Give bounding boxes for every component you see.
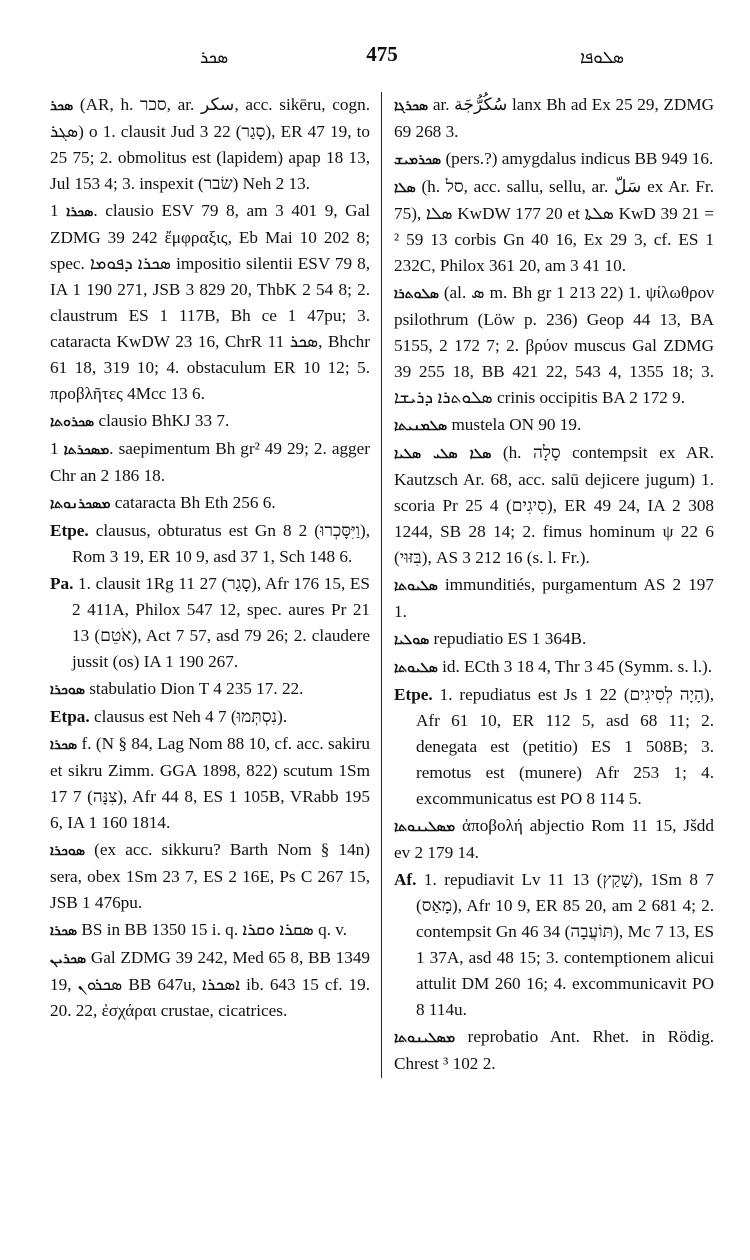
entry-headword: ܣܠܝܘܬܐ bbox=[394, 660, 438, 676]
entry-headword: ܣܟܪ bbox=[50, 98, 74, 114]
entry-text: (ex acc. sikkuru? Barth Nom § 14n) sera, obex 1Sm 23 7, ES 2 16E, Ps C 267 15, JSB 1 476pu. bbox=[50, 840, 370, 912]
entry-headword: ܣܠܘܬܪܐ bbox=[394, 286, 439, 302]
dictionary-entry bbox=[394, 440, 714, 571]
entry-headword: ܣܟܪܡܝܫ bbox=[394, 152, 442, 168]
dictionary-entry bbox=[50, 704, 370, 730]
entry-headword: ܡܣܠܝܢܘܬܐ bbox=[394, 819, 456, 835]
dictionary-entry bbox=[394, 626, 714, 653]
entry-text: 1. clausit 1Rg 11 27 (סָגַר), Afr 176 15, ES 2 411A, Philox 547 12, spec. aures Pr 21 13 (אֹטֵם), Act 7 57, asd 79 26; 2. claudere jussit (os) IA 1 190 267. bbox=[72, 574, 370, 671]
entry-text: stabulatio Dion T 4 235 17. 22. bbox=[89, 679, 304, 698]
entry-text: 1. clausio ESV 79 8, am 3 401 9, Gal ZDMG 39 242 ἔμφραξις, Eb Mai 10 202 8; spec. ܣܟܪܐ ܕܦܘܡܐ impositio silentii ESV 79 8, IA 1 190 271, JSB 3 829 20, ThbK 2 54 8; 2. claustrum ES 1 117B, Bh ce 1 47pu; 3. cataracta KwDW 23 16, ChrR ܣܟܪ 11, Bhchr 61 18, 319 10; 4. obstaculum ER 10 12; 5. προβλῆτες 4Mcc 13 6. bbox=[50, 201, 370, 403]
right-column bbox=[381, 92, 714, 1078]
entry-text: (AR, h. סכר, ar. سكر, acc. sikēru, cogn. ܣܓܪ) o 1. clausit Jud 3 22 (סָגַר), ER 47 19, to 25 75; 2. obmolitus est (lapidem) apap 18 13, Jul 153 4; 3. inspexit (שׂבר) Neh 2 13. bbox=[50, 95, 370, 193]
entry-text: clausio BhKJ 33 7. bbox=[98, 411, 230, 430]
dictionary-entry bbox=[50, 676, 370, 703]
entry-text: Gal ZDMG 39 242, Med 65 8, BB 1349 19, ܣܟܪܘܢ BB 647u, ܐܣܟܪܐ ib. 643 15 cf. 19. 20. 22, ἐσχάραι crustae, cicatrices. bbox=[50, 948, 371, 1020]
entry-headword: ܣܟܪܝܢ bbox=[50, 951, 87, 967]
dictionary-entry bbox=[394, 1024, 714, 1077]
running-head-left: ܣܟܪ bbox=[200, 48, 229, 68]
entry-text: 1. repudiavit Lv 11 13 (שָׁקַץ), 1Sm 8 7 (מָאַס), Afr 10 9, ER 85 20, am 2 681 4; 2. contempsit Gn 46 34 (תּוֹעֲבָה), Mc 7 13, ES 1 37A, asd 48 15; 3. contemptionem alicui attulit DM 260 16; 4. excommunicavit PO 8 114u. bbox=[416, 870, 714, 1019]
entry-headword: ܣܘܠܝܐ bbox=[394, 632, 430, 648]
entry-text: mustela ON 90 19. bbox=[451, 415, 582, 434]
dictionary-entry bbox=[50, 436, 370, 489]
entry-headword: ܣܟܪܐ bbox=[50, 737, 78, 753]
entry-text: (pers.?) amygdalus indicus BB 949 16. bbox=[445, 149, 714, 168]
entry-text: (h. סָלָה contempsit ex AR. Kautzsch Ar. 68, acc. salū dejicere jugum) 1. scoria Pr 25 4 (סִיגִים), ER 49 24, IA 2 308 1244, SB 28 14; 2. fimus hominum ψ 22 6 (בִּזּוּי), AS 3 212 16 (s. l. Fr.). bbox=[394, 443, 715, 567]
page-header bbox=[50, 40, 714, 74]
two-column-body bbox=[50, 92, 714, 1078]
dictionary-entry bbox=[394, 682, 714, 812]
entry-headword: ܣܟܪܘܬܐ bbox=[50, 414, 95, 430]
dictionary-entry bbox=[50, 408, 370, 435]
dictionary-entry bbox=[50, 490, 370, 517]
entry-headword: ܣܟܪܐ bbox=[66, 204, 94, 220]
entry-headword: ܣܠܝܘܬܐ bbox=[394, 578, 438, 594]
dictionary-entry bbox=[394, 654, 714, 681]
entry-headword: ܣܠܡܢܝܬܐ bbox=[394, 418, 448, 434]
entry-headword: ܣܟܪܐ bbox=[50, 923, 78, 939]
entry-text: (al. ܣ m. Bh gr 1 213 22) 1. ψίλωθρον psilothrum (Löw p. 236) Geop 44 13, BA 5155, 2 172 7; 2. βρύον muscus Gal ZDMG 39 255 18, BB 421 22, 543 4, 1355 18; 3. ܣܠܘܬܪܐ ܕܪܝܫܐ crinis occipitis BA 2 172 9. bbox=[394, 283, 714, 407]
entry-headword: ܡܣܟܪܬܐ bbox=[63, 442, 110, 458]
dictionary-entry bbox=[394, 280, 714, 411]
dictionary-entry bbox=[394, 92, 714, 145]
verb-stem-label: Etpa. bbox=[50, 707, 90, 726]
entry-text: immunditiés, purgamentum AS 2 197 1. bbox=[394, 575, 714, 621]
dictionary-entry bbox=[50, 571, 370, 675]
entry-headword: ܡܣܟܪܢܘܬܐ bbox=[50, 496, 111, 512]
verb-stem-label: Etpe. bbox=[394, 685, 433, 704]
dictionary-entry bbox=[50, 731, 370, 836]
dictionary-entry bbox=[394, 412, 714, 439]
running-head-right: ܣܠܘܦܐ bbox=[580, 48, 624, 68]
dictionary-entry bbox=[394, 146, 714, 173]
entry-headword: ܣܟܪܓܐ bbox=[394, 98, 429, 114]
entry-text: BS in BB 1350 15 i. q. ܣܩܪܐ ܘܩܪܐ q. v. bbox=[81, 920, 348, 939]
entry-headword: ܣܘܟܪܐ bbox=[50, 843, 85, 859]
dictionary-entry bbox=[50, 92, 370, 197]
entry-text: 1. saepimentum Bh gr² 49 29; 2. agger Chr an 2 186 18. bbox=[50, 439, 371, 485]
verb-stem-label: Etpe. bbox=[50, 521, 89, 540]
dictionary-entry bbox=[50, 518, 370, 570]
entry-text: reprobatio Ant. Rhet. in Rödig. Chrest ³ 102 2. bbox=[394, 1027, 714, 1073]
entry-text: id. ECth 3 18 4, Thr 3 45 (Symm. s. l.). bbox=[442, 657, 713, 676]
entry-headword: ܣܠܐ bbox=[394, 180, 416, 196]
entry-text: clausus, obturatus est Gn 8 2 (וַיִּסָּכְרוּ), Rom 3 19, ER 10 9, asd 37 1, Sch 148 6. bbox=[72, 521, 371, 566]
entry-text: cataracta Bh Eth 256 6. bbox=[114, 493, 276, 512]
entry-headword: ܡܣܠܝܢܘܬܐ bbox=[394, 1030, 456, 1046]
verb-stem-label: Pa. bbox=[50, 574, 74, 593]
dictionary-entry bbox=[394, 813, 714, 866]
dictionary-entry bbox=[50, 945, 370, 1024]
entry-text: repudiatio ES 1 364B. bbox=[433, 629, 587, 648]
entry-headword: ܣܘܟܪܐ bbox=[50, 682, 85, 698]
entry-text: f. (N § 84, Lag Nom 88 10, cf. acc. sakiru et sikru Zimm. GGA 1898, 822) scutum 1Sm 17 7 (צִנָּה), Afr 44 8, ES 1 105B, VRabb 195 6, IA 1 160 1814. bbox=[50, 734, 371, 832]
left-column bbox=[50, 92, 381, 1078]
dictionary-entry bbox=[394, 572, 714, 625]
dictionary-entry bbox=[394, 174, 714, 279]
dictionary-entry bbox=[50, 837, 370, 916]
verb-stem-label: Af. bbox=[394, 870, 417, 889]
entry-headword: ܣܠܐ ܣܠܝ ܣܠܝܐ bbox=[394, 446, 492, 462]
entry-text: ar. سُكُرُّجَة lanx Bh ad Ex 25 29, ZDMG 69 268 3. bbox=[394, 95, 715, 141]
entry-text: ἀποβολή abjectio Rom 11 15, Jšdd ev 2 179 14. bbox=[394, 816, 714, 862]
dictionary-entry bbox=[50, 198, 370, 407]
entry-text: 1. repudiatus est Js 1 22 (הָיָה לְסִיגִים), Afr 61 10, ER 112 5, asd 68 11; 2. denegata est (petitio) ES 1 508B; 3. remotus est (munere) Afr 253 1; 4. excommunicatus est PO 8 114 5. bbox=[416, 685, 715, 808]
page-number: 475 bbox=[366, 42, 398, 66]
dictionary-entry bbox=[50, 917, 370, 944]
entry-text: (h. סל, acc. sallu, sellu, ar. سَلّ ex Ar. Fr. 75), ܣܠܐ KwDW 177 20 et ܣܠܬܐ KwD 39 21 = ² 59 13 corbis Gn 40 16, Ex 29 3, cf. ES 1 232C, Philox 361 20, am 3 41 10. bbox=[394, 177, 715, 275]
entry-text: clausus est Neh 4 7 (נִסְתְּמוּ). bbox=[93, 707, 288, 726]
dictionary-entry bbox=[394, 867, 714, 1023]
